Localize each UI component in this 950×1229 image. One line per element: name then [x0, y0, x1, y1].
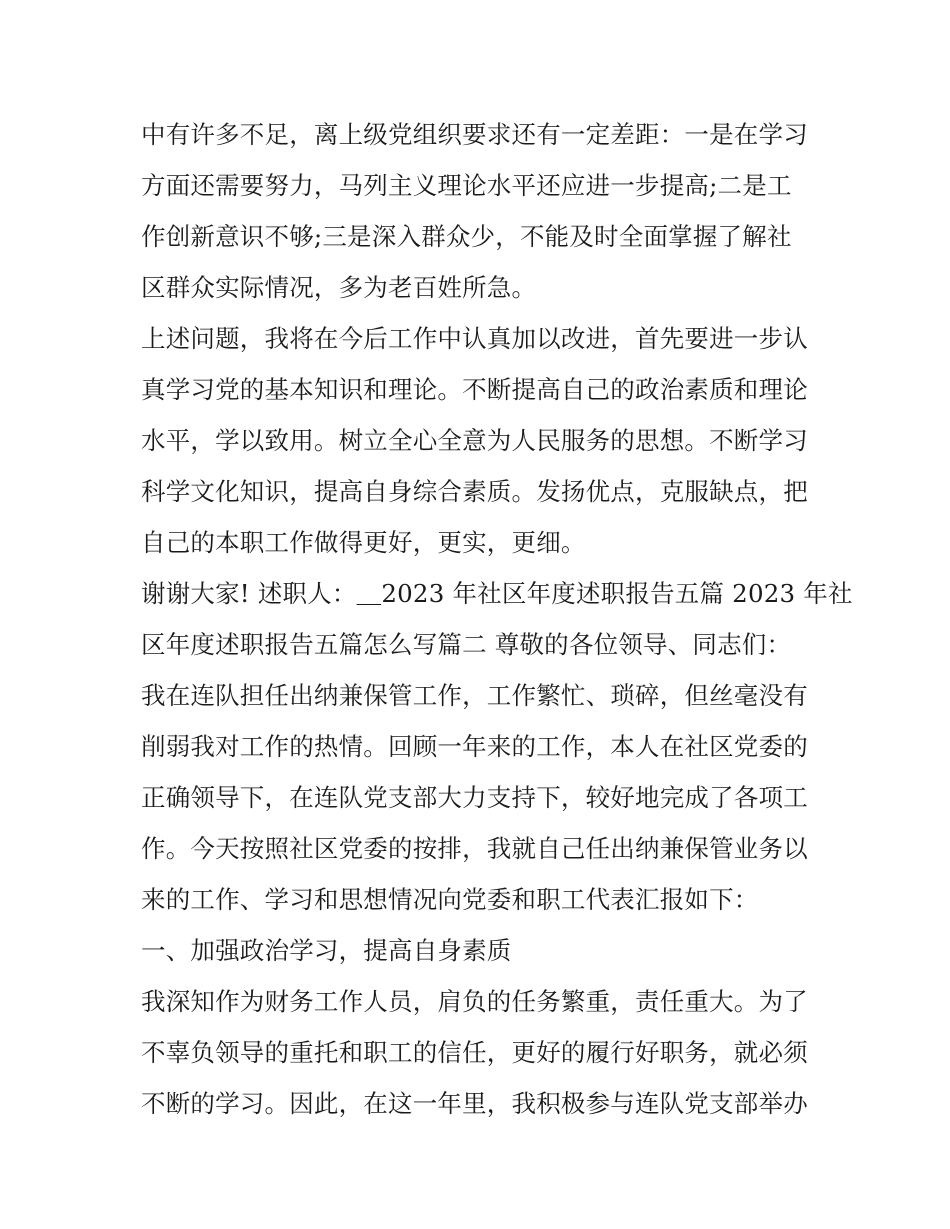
- text-line: 来的工作、学习和思想情况向党委和职工代表汇报如下：: [141, 885, 759, 914]
- text-line: 真学习党的基本知识和理论。不断提高自己的政治素质和理论: [141, 375, 808, 404]
- document-body: [141, 109, 853, 1129]
- section-heading: 一、加强政治学习，提高自身素质: [141, 936, 512, 965]
- text-line: 正确领导下，在连队党支部大力支持下，较好地完成了各项工: [141, 783, 808, 812]
- text-line: 方面还需要努力，马列主义理论水平还应进一步提高;二是工: [141, 171, 792, 200]
- text-line: 不辜负领导的重托和职工的信任，更好的履行好职务，就必须: [141, 1038, 808, 1067]
- text-line: 削弱我对工作的热情。回顾一年来的工作，本人在社区党委的: [141, 732, 808, 761]
- text-line: 作。今天按照社区党委的按排，我就自己任出纳兼保管业务以: [141, 834, 808, 863]
- text-line: 我深知作为财务工作人员，肩负的任务繁重，责任重大。为了: [141, 987, 808, 1016]
- text-line: 谢谢大家! 述职人：＿2023 年社区年度述职报告五篇 2023 年社: [141, 579, 853, 608]
- text-line: 自己的本职工作做得更好，更实，更细。: [141, 528, 586, 557]
- text-line: 水平，学以致用。树立全心全意为人民服务的思想。不断学习: [141, 426, 808, 455]
- text-line: 作创新意识不够;三是深入群众少，不能及时全面掌握了解社: [141, 222, 792, 251]
- text-line: 上述问题，我将在今后工作中认真加以改进，首先要进一步认: [141, 324, 808, 353]
- text-line: 科学文化知识，提高自身综合素质。发扬优点，克服缺点，把: [141, 477, 808, 506]
- text-line: 区群众实际情况，多为老百姓所急。: [141, 273, 537, 302]
- text-line: 中有许多不足，离上级党组织要求还有一定差距：一是在学习: [141, 120, 808, 149]
- text-line: 不断的学习。因此，在这一年里，我积极参与连队党支部举办: [141, 1089, 808, 1118]
- text-line: 区年度述职报告五篇怎么写篇二 尊敬的各位领导、同志们：: [141, 630, 792, 659]
- text-line: 我在连队担任出纳兼保管工作，工作繁忙、琐碎，但丝毫没有: [141, 681, 808, 710]
